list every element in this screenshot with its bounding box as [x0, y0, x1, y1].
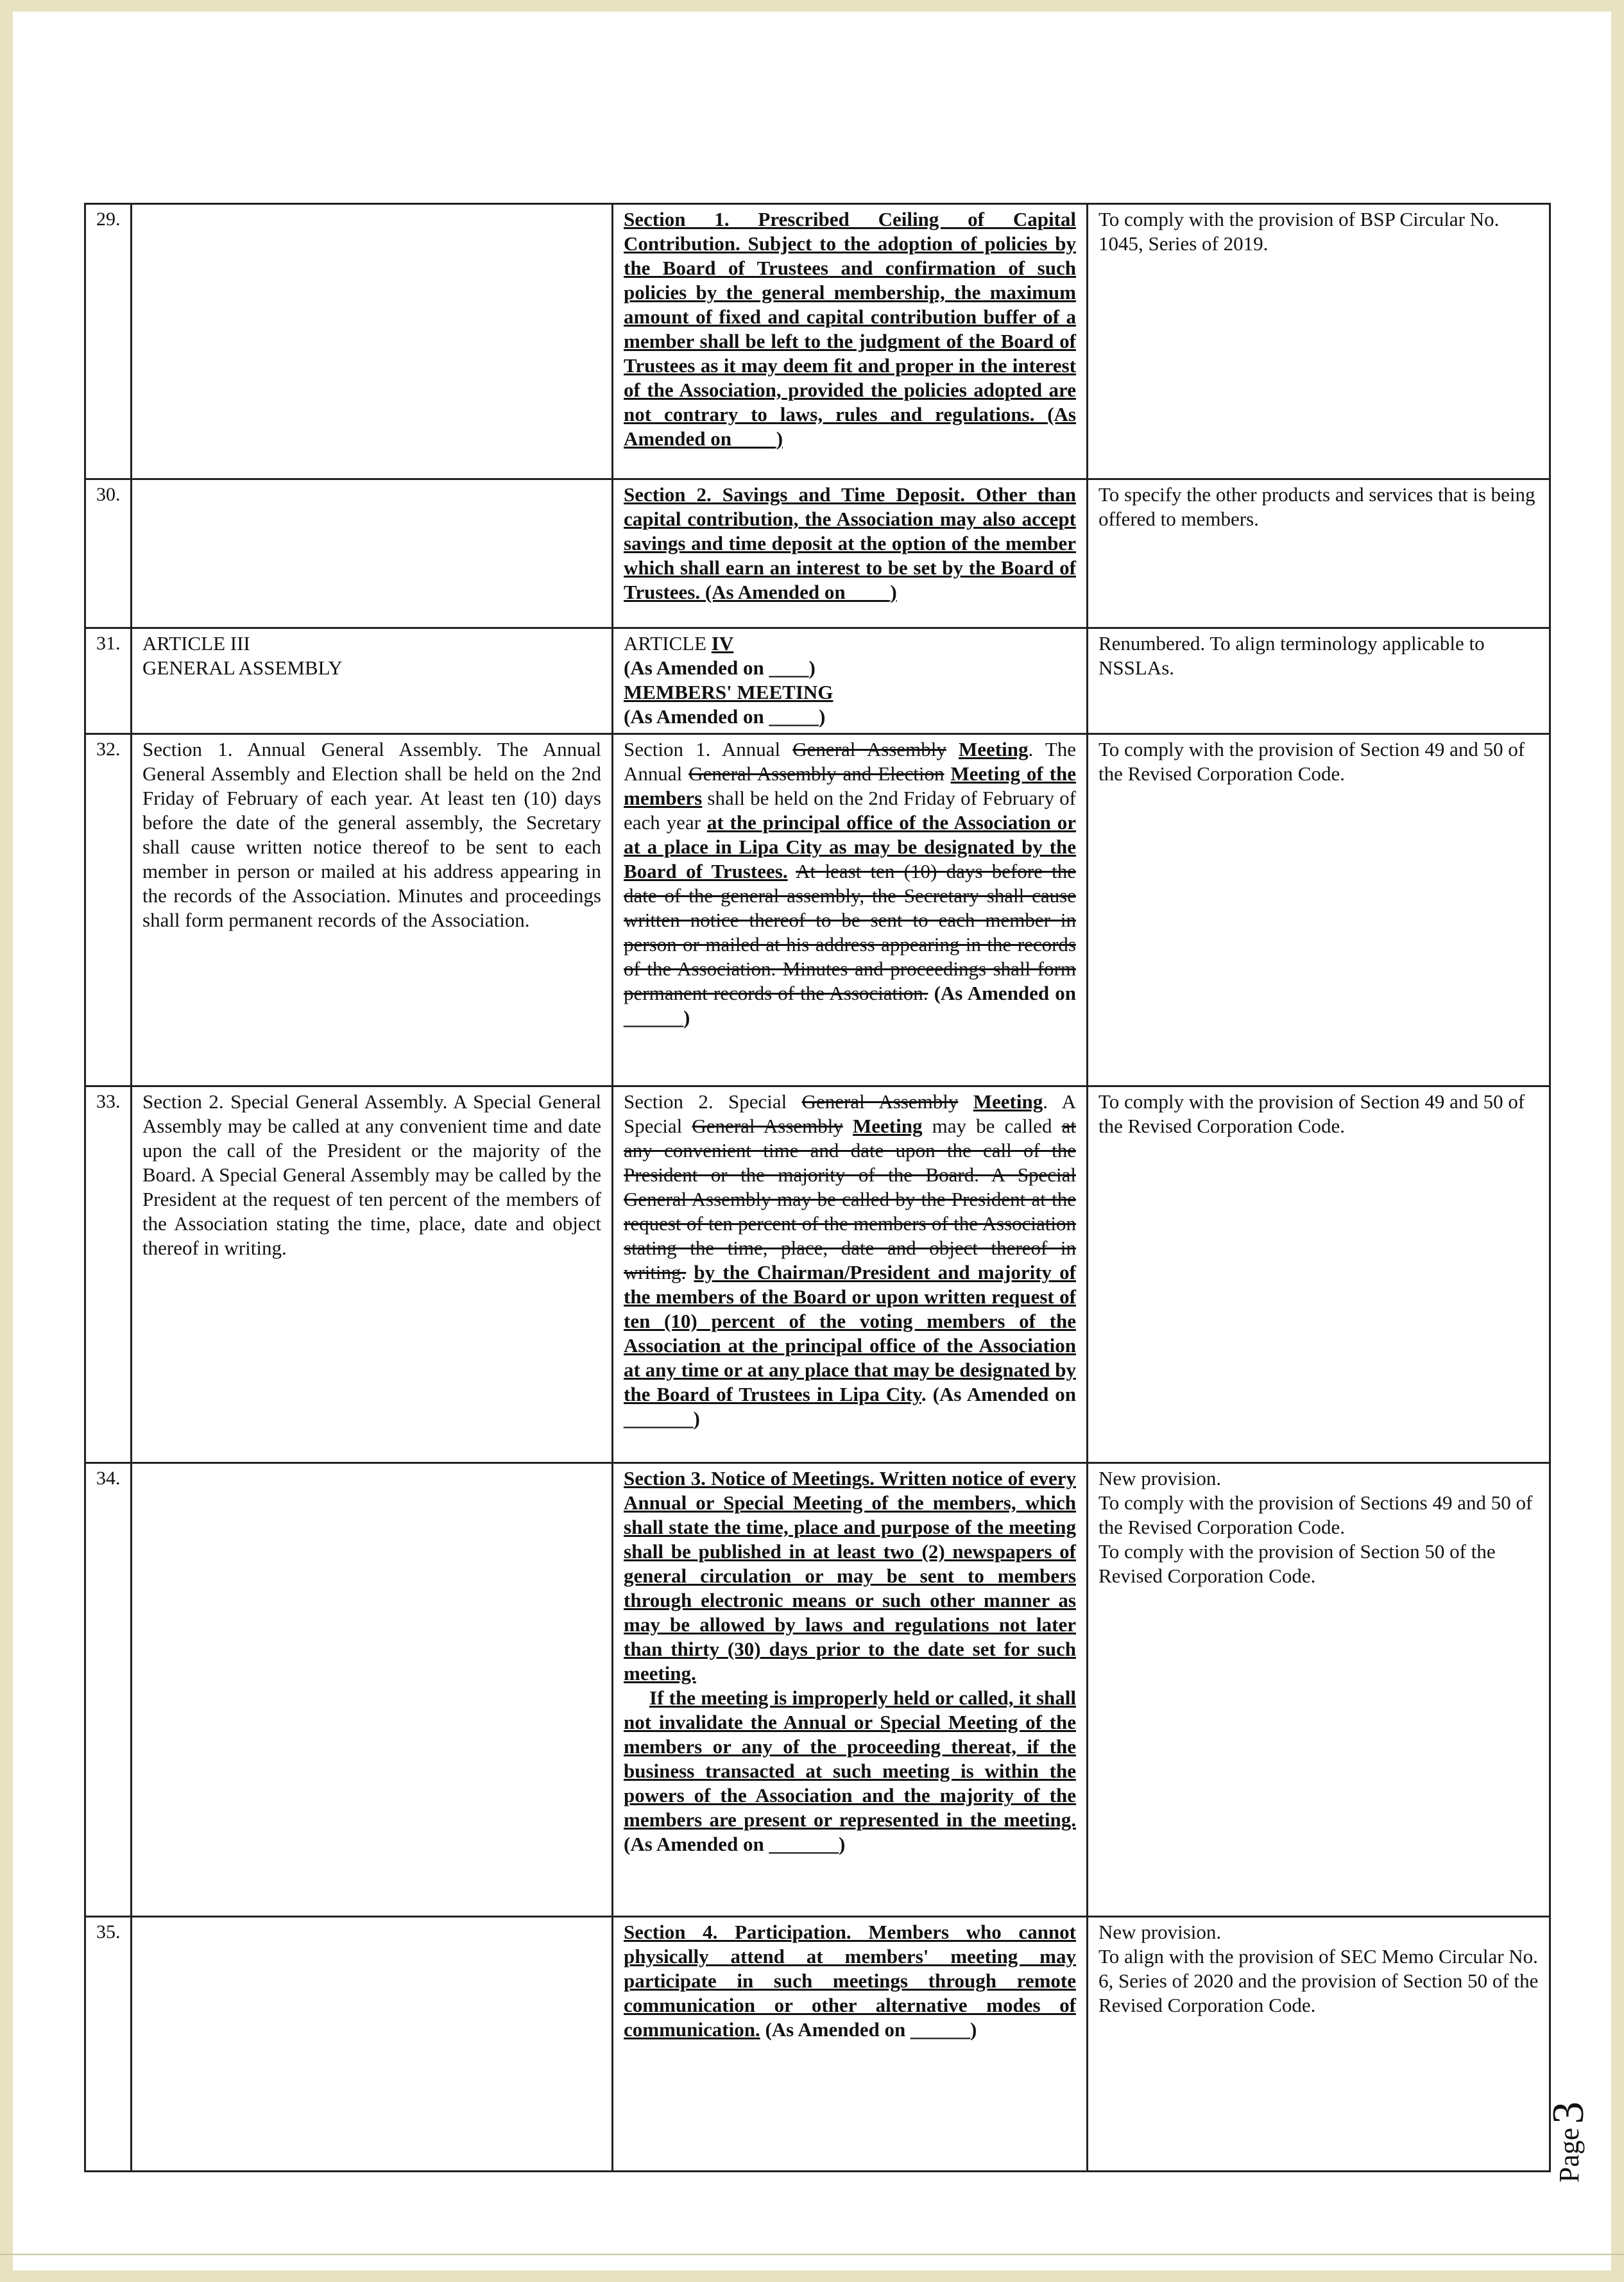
page-number-value: 3 [1544, 2101, 1593, 2124]
amendments-table [84, 203, 1551, 2172]
old-provision [132, 1463, 613, 1917]
table-row [85, 479, 1550, 628]
text-deleted: General Assembly [801, 1090, 959, 1113]
old-article-heading: ARTICLE III [142, 632, 250, 655]
document-page [13, 12, 1611, 2270]
footer-divider [0, 2254, 1624, 2255]
old-provision: Section 1. Annual General Assembly. The Annual General Assembly and Election shall be held on the 2nd Friday of February of each year. At least ten (10) days before the date of the general assembly, the Secretary shall cause written notice thereof to be sent to each member in person or mailed at his address appearing in the records of the Association. Minutes and proceedings shall form permanent records of the Association. [132, 734, 613, 1086]
amended-note: (As Amended on ______) [624, 982, 1076, 1029]
remarks: To comply with the provision of Section 49 and 50 of the Revised Corporation Code. [1088, 734, 1550, 1086]
row-number: 34. [85, 1463, 132, 1917]
text-plain: may be called [932, 1115, 1052, 1137]
amended-note: (As Amended on _____) [624, 705, 826, 728]
remarks: To comply with the provision of BSP Circular No. 1045, Series of 2019. [1088, 204, 1550, 479]
old-provision [132, 628, 613, 734]
remarks [1088, 1917, 1550, 2172]
row-number: 31. [85, 628, 132, 734]
new-provision-paragraph: Section 3. Notice of Meetings. Written notice of every Annual or Special Meeting of the members, which shall state the time, place and purpose of the meeting shall be published in at least two (2) newspapers of general circulation or may be sent to members through electronic means or such other manner as may be allowed by laws and regulations not later than thirty (30) days prior to the date set for such meeting. [624, 1467, 1076, 1685]
new-provision-text: Section 4. Participation. Members who cannot physically attend at members' meeting may participate in such meetings through remote communication or other alternative modes of communication. [624, 1921, 1076, 2041]
text-plain: . A Special [624, 1090, 1076, 1137]
remarks-line: New provision. [1098, 1467, 1222, 1489]
table-row [85, 1086, 1550, 1463]
remarks: Renumbered. To align terminology applicable to NSSLAs. [1088, 628, 1550, 734]
row-number: 30. [85, 479, 132, 628]
old-provision [132, 479, 613, 628]
text-deleted: General Assembly [692, 1115, 843, 1137]
new-article-number: IV [711, 632, 734, 655]
text-inserted: Meeting [973, 1090, 1043, 1113]
old-article-title: GENERAL ASSEMBLY [142, 656, 343, 679]
old-provision: Section 2. Special General Assembly. A Special General Assembly may be called at any convenient time and date upon the call of the President or the majority of the Board. A Special General Assembly may be called by the President at the request of ten percent of the members of the Association stating the time, place, date and object thereof in writing. [132, 1086, 613, 1463]
text-inserted: Meeting [853, 1115, 923, 1137]
new-article-title: MEMBERS' MEETING [624, 681, 833, 703]
new-provision-paragraph [624, 1686, 1076, 1857]
remarks-line: To comply with the provision of Sections 49 and 50 of the Revised Corporation Code. [1098, 1491, 1533, 1538]
text-plain: Section 1. Annual [624, 738, 781, 760]
text-plain: shall be held on the 2nd Friday of February of each year [624, 787, 1076, 834]
amended-note: . (As Amended on _______) [624, 1383, 1076, 1430]
row-number: 35. [85, 1917, 132, 2172]
remarks: To comply with the provision of Section 49 and 50 of the Revised Corporation Code. [1088, 1086, 1550, 1463]
new-article-heading [624, 631, 1076, 656]
page-label: Page [1553, 2127, 1585, 2183]
text-plain: Section 2. Special [624, 1090, 787, 1113]
new-provision [613, 1463, 1088, 1917]
page-number [1517, 2101, 1620, 2183]
remarks-line: To comply with the provision of Section 50 of the Revised Corporation Code. [1098, 1540, 1496, 1587]
new-provision [613, 479, 1088, 628]
new-provision [613, 204, 1088, 479]
text-inserted: Meeting [959, 738, 1029, 760]
row-number: 29. [85, 204, 132, 479]
new-provision [613, 628, 1088, 734]
old-provision [132, 204, 613, 479]
table-row [85, 204, 1550, 479]
row-number: 33. [85, 1086, 132, 1463]
text-inserted: by the Chairman/President and majority of the members of the Board or upon written request of ten (10) percent of the voting members of the Association at the principal office of the Association at any time or at any place that may be designated by the Board of Trustees in Lipa City [624, 1261, 1076, 1405]
table-row [85, 1917, 1550, 2172]
text-deleted: General Assembly [792, 738, 946, 760]
new-provision [613, 1917, 1088, 2172]
text-deleted: at any convenient time and date upon the call of the President or the majority of the Board. A Special General Assembly may be called by the President at the request of ten percent of the members of the Association stating the time, place, date and object thereof in writing. [624, 1115, 1076, 1283]
new-article-label: ARTICLE [624, 632, 707, 655]
remarks [1088, 1463, 1550, 1917]
text-inserted: at the principal office of the Association or at a place in Lipa City as may be designated by the Board of Trustees. [624, 811, 1077, 882]
text-deleted: General Assembly and Election [688, 762, 944, 785]
remarks: To specify the other products and services that is being offered to members. [1088, 479, 1550, 628]
table-row [85, 628, 1550, 734]
text-inserted: Meeting of the members [624, 762, 1076, 809]
remarks-line: New provision. [1098, 1921, 1222, 1943]
new-provision [613, 1086, 1088, 1463]
text-plain: . The Annual [624, 738, 1077, 785]
remarks-line: To align with the provision of SEC Memo Circular No. 6, Series of 2020 and the provision of Section 50 of the Revised Corporation Code. [1098, 1945, 1539, 2016]
old-provision [132, 1917, 613, 2172]
amended-note: (As Amended on _______) [624, 1833, 846, 1855]
table-row [85, 734, 1550, 1086]
new-provision-text: Section 2. Savings and Time Deposit. Other than capital contribution, the Association may also accept savings and time deposit at the option of the member which shall earn an interest to be set by the Board of Trustees. (As Amended on ____) [624, 483, 1076, 603]
text-deleted: At least ten (10) days before the date of the general assembly, the Secretary shall cause written notice thereof to be sent to each member in person or mailed at his address appearing in the records of the Association. Minutes and proceedings shall form permanent records of the Association. [624, 860, 1077, 1004]
table-row [85, 1463, 1550, 1917]
amended-note: (As Amended on ______) [760, 2018, 977, 2041]
new-provision-text: Section 1. Prescribed Ceiling of Capital Contribution. Subject to the adoption of policies by the Board of Trustees and confirmation of such policies by the general membership, the maximum amount of fixed and capital contribution buffer of a member shall be left to the judgment of the Board of Trustees as it may deem fit and proper in the interest of the Association, provided the policies adopted are not contrary to laws, rules and regulations. (As Amended on ____) [624, 208, 1076, 450]
row-number: 32. [85, 734, 132, 1086]
amended-note: (As Amended on ____) [624, 656, 816, 679]
new-provision [613, 734, 1088, 1086]
new-provision-text: If the meeting is improperly held or called, it shall not invalidate the Annual or Special Meeting of the members or any of the proceeding thereat, if the business transacted at such meeting is within the powers of the Association and the majority of the members are present or represented in the meeting. [624, 1686, 1076, 1831]
